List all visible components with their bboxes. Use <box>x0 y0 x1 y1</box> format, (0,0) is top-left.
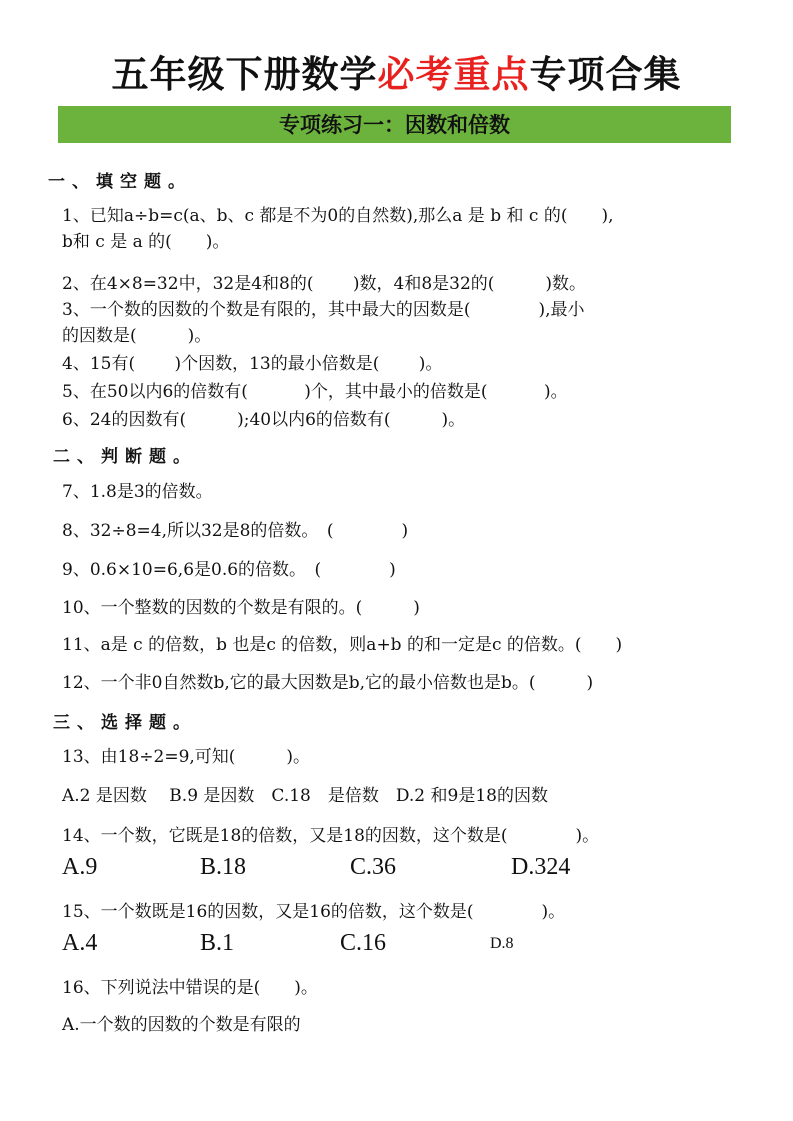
question-6: 6、24的因数有( );40以内6的倍数有( )。 <box>62 410 466 430</box>
question-1-line-1: 1、已知a÷b=c(a、b、c 都是不为0的自然数),那么a 是 b 和 c 的( ), <box>62 206 614 226</box>
title-highlight: 必考重点 <box>377 53 530 96</box>
question-7: 7、1.8是3的倍数。 <box>62 482 213 502</box>
question-14-options <box>0 854 793 884</box>
question-11: 11、a是 c 的倍数，b 也是c 的倍数，则a+b 的和一定是c 的倍数。( ) <box>62 635 623 655</box>
question-13: 13、由18÷2=9,可知( )。 <box>62 747 311 767</box>
question-16: 16、下列说法中错误的是( )。 <box>62 978 318 998</box>
q14-option-d: D.324 <box>511 854 571 880</box>
question-4: 4、15有( )个因数，13的最小倍数是( )。 <box>62 354 443 374</box>
q14-option-c: C.36 <box>350 854 397 880</box>
question-3-line-1: 3、一个数的因数的个数是有限的，其中最大的因数是( ),最小 <box>62 300 585 320</box>
section-heading-fill-blank: 一、填空题。 <box>48 172 192 192</box>
q14-option-a: A.9 <box>62 854 98 880</box>
question-10: 10、一个整数的因数的个数是有限的。( ) <box>62 598 420 618</box>
section-banner: 专项练习一：因数和倍数 <box>58 106 731 143</box>
title-part-2: 专项合集 <box>529 53 682 96</box>
question-8: 8、32÷8=4,所以32是8的倍数。 ( ) <box>62 521 409 541</box>
q15-option-b: B.1 <box>200 930 235 956</box>
q15-option-c: C.16 <box>340 930 387 956</box>
q15-option-a: A.4 <box>62 930 98 956</box>
question-2: 2、在4×8=32中，32是4和8的( )数，4和8是32的( )数。 <box>62 274 587 294</box>
page-title <box>0 50 793 100</box>
question-5: 5、在50以内6的倍数有( )个，其中最小的倍数是( )。 <box>62 382 568 402</box>
question-9: 9、0.6×10=6,6是0.6的倍数。 ( ) <box>62 560 396 580</box>
title-part-1: 五年级下册数学 <box>111 53 378 96</box>
q14-option-b: B.18 <box>200 854 247 880</box>
question-13-options: A.2 是因数 B.9 是因数 C.18 是倍数 D.2 和9是18的因数 <box>62 786 548 806</box>
question-12: 12、一个非0自然数b,它的最大因数是b,它的最小倍数也是b。( ) <box>62 673 594 693</box>
question-16-option-a: A.一个数的因数的个数是有限的 <box>62 1015 301 1035</box>
q15-option-d: D.8 <box>490 935 514 952</box>
question-3-line-2: 的因数是( )。 <box>62 326 212 346</box>
question-1-line-2: b和 c 是 a 的( )。 <box>62 232 230 252</box>
section-heading-true-false: 二、判断题。 <box>53 447 197 467</box>
question-15-options <box>0 930 793 960</box>
question-15: 15、一个数既是16的因数，又是16的倍数，这个数是( )。 <box>62 902 566 922</box>
question-14: 14、一个数，它既是18的倍数，又是18的因数，这个数是( )。 <box>62 826 600 846</box>
section-heading-multiple-choice: 三、选择题。 <box>53 713 197 733</box>
